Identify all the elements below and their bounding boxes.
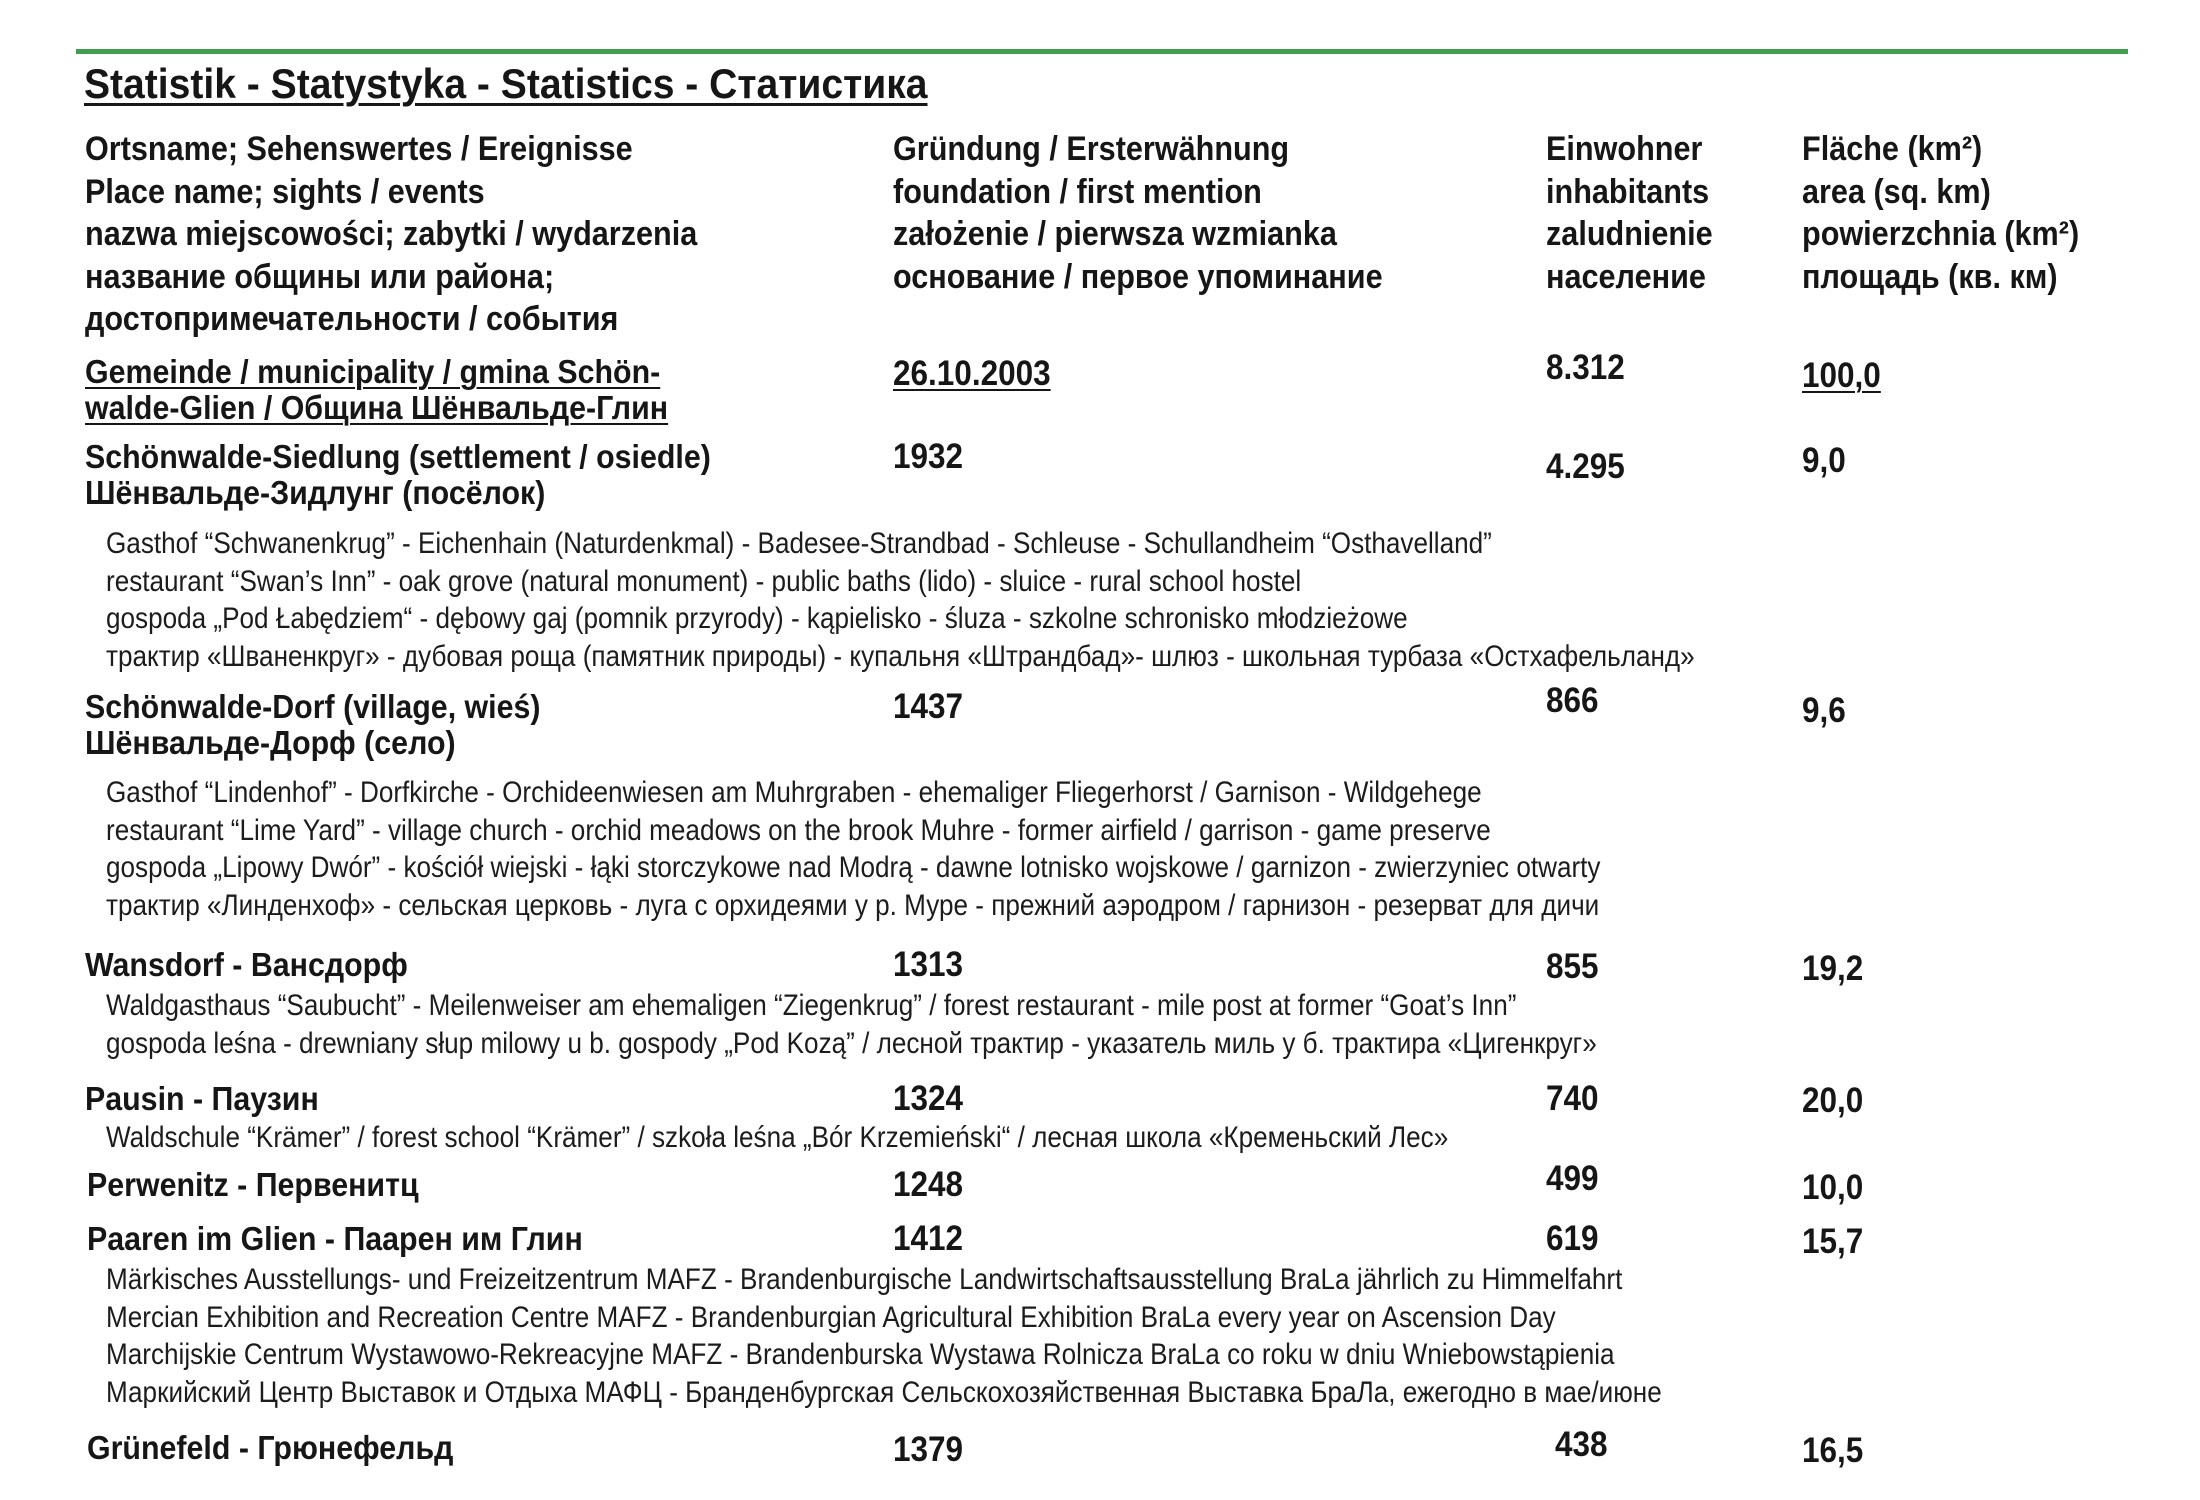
description-line-en: Mercian Exhibition and Recreation Centre MAFZ - Brandenburgian Agricultural Exhibition BraLa every year on Ascension Day xyxy=(106,1300,1556,1334)
place-name-line-1: Pausin - Паузин xyxy=(85,1080,319,1117)
place-inhabitants: 499 xyxy=(1546,1159,1599,1198)
place-name-line-1: Schönwalde-Siedlung (settlement / osiedle) xyxy=(85,438,711,475)
place-area: 16,5 xyxy=(1802,1431,1864,1470)
header-area-ru: площадь (кв. км) xyxy=(1802,257,2058,296)
place-inhabitants: 740 xyxy=(1546,1079,1599,1118)
header-place-ru-2: достопримечательности / события xyxy=(85,300,619,338)
place-name xyxy=(87,1167,419,1203)
place-name-line-2: Шёнвальде-Зидлунг (посёлок) xyxy=(85,474,546,511)
place-name xyxy=(87,1430,453,1466)
place-description xyxy=(106,774,1601,924)
place-area: 19,2 xyxy=(1802,949,1864,988)
place-founded: 1412 xyxy=(893,1219,964,1258)
municipality-founded: 26.10.2003 xyxy=(893,354,1051,393)
description-line-pl: Marchijskie Centrum Wystawowo-Rekreacyjne MAFZ - Brandenburska Wystawa Rolnicza BraLa co roku w dniu Wniebowstąpienia xyxy=(106,1338,1615,1371)
header-place-ru-1: название общины или района; xyxy=(85,257,555,296)
municipality-inhabitants: 8.312 xyxy=(1546,348,1625,387)
place-name-line-1: Paaren im Glien - Паарен им Глин xyxy=(87,1220,583,1257)
place-area: 9,0 xyxy=(1802,441,1846,480)
place-name xyxy=(85,947,408,983)
header-place-de: Ortsname; Sehenswertes / Ereignisse xyxy=(85,130,633,168)
description-line-en: restaurant “Swan’s Inn” - oak grove (natural monument) - public baths (lido) - sluice - rural school hostel xyxy=(106,564,1302,598)
place-founded: 1324 xyxy=(893,1079,964,1118)
place-inhabitants: 4.295 xyxy=(1546,447,1625,486)
description-line-pl-ru: gospoda leśna - drewniany słup milowy u b. gospody „Pod Kozą” / лесной трактир - указатель миль у б. трактира «Цигенкруг» xyxy=(106,1026,1597,1060)
description-line-en: restaurant “Lime Yard” - village church - orchid meadows on the brook Muhre - former airfield / garrison - game preserve xyxy=(106,813,1491,847)
place-area: 10,0 xyxy=(1802,1168,1864,1207)
municipality-area: 100,0 xyxy=(1802,356,1881,395)
place-area: 20,0 xyxy=(1802,1081,1864,1120)
header-area-en: area (sq. km) xyxy=(1802,172,1991,211)
place-name-line-2: Шёнвальде-Дорф (село) xyxy=(85,724,456,761)
place-founded: 1437 xyxy=(893,687,964,726)
header-founded-en: foundation / first mention xyxy=(893,172,1262,211)
description-line-de-en: Waldgasthaus “Saubucht” - Meilenweiser am ehemaligen “Ziegenkrug” / forest restaurant - mile post at former “Goat’s Inn” xyxy=(106,989,1517,1022)
place-description xyxy=(106,987,1597,1062)
place-inhabitants: 855 xyxy=(1546,947,1599,986)
header-place-pl: nazwa miejscowości; zabytki / wydarzenia xyxy=(85,215,698,253)
place-inhabitants: 438 xyxy=(1555,1425,1608,1464)
place-founded: 1379 xyxy=(893,1430,964,1469)
header-inhabitants xyxy=(1546,128,1713,298)
header-founded-de: Gründung / Ersterwähnung xyxy=(893,130,1290,168)
place-name xyxy=(85,439,711,511)
description-line-de: Gasthof “Lindenhof” - Dorfkirche - Orchideenwiesen am Muhrgraben - ehemaliger Fliegerhorst / Garnison - Wildgehege xyxy=(106,776,1482,809)
place-founded: 1313 xyxy=(893,945,964,984)
place-founded: 1932 xyxy=(893,437,964,476)
header-inhabitants-ru: население xyxy=(1546,257,1706,296)
place-inhabitants: 619 xyxy=(1546,1219,1599,1258)
header-area xyxy=(1802,128,2079,298)
municipality-name xyxy=(85,354,668,426)
place-description xyxy=(106,1119,1448,1157)
header-inhabitants-pl: zaludnienie xyxy=(1546,215,1713,253)
place-description xyxy=(106,525,1695,675)
place-area: 15,7 xyxy=(1802,1222,1864,1261)
green-header-rule xyxy=(76,49,2128,54)
header-founded xyxy=(893,128,1383,298)
header-area-de: Fläche (km²) xyxy=(1802,130,1983,168)
place-area: 9,6 xyxy=(1802,691,1846,730)
header-inhabitants-en: inhabitants xyxy=(1546,172,1710,211)
place-name-line-1: Wansdorf - Вансдорф xyxy=(85,946,408,983)
header-place-en: Place name; sights / events xyxy=(85,172,485,211)
place-inhabitants: 866 xyxy=(1546,681,1599,720)
description-line-pl: gospoda „Pod Łabędziem“ - dębowy gaj (pomnik przyrody) - kąpielisko - śluza - szkolne schronisko młodzieżowe xyxy=(106,602,1408,635)
place-name-line-1: Perwenitz - Первенитц xyxy=(87,1166,419,1203)
municipality-name-line-2: walde-Glien / Община Шёнвальде-Глин xyxy=(85,389,669,426)
place-name-line-1: Grünefeld - Грюнефельд xyxy=(87,1429,454,1466)
header-founded-ru: основание / первое упоминание xyxy=(893,257,1383,296)
description-line-ru: трактир «Шваненкруг» - дубовая роща (памятник природы) - купальня «Штрандбад»- шлюз - школьная турбаза «Остхафельланд» xyxy=(106,639,1695,673)
description-line-ru: трактир «Линденхоф» - сельская церковь - луга с орхидеями у р. Муре - прежний аэродром / гарнизон - резерват для дичи xyxy=(106,888,1600,922)
description-line: Waldschule “Krämer” / forest school “Krämer” / szkoła leśna „Bór Krzemieński“ / лесная школа «Кременьский Лес» xyxy=(106,1121,1449,1154)
place-description xyxy=(106,1261,1662,1411)
description-line-de: Gasthof “Schwanenkrug” - Eichenhain (Naturdenkmal) - Badesee-Strandbad - Schleuse - Schullandheim “Osthavelland” xyxy=(106,527,1492,560)
place-name xyxy=(87,1221,583,1257)
header-founded-pl: założenie / pierwsza wzmianka xyxy=(893,215,1337,253)
place-founded: 1248 xyxy=(893,1165,964,1204)
description-line-pl: gospoda „Lipowy Dwór” - kościół wiejski - łąki storczykowe nad Modrą - dawne lotnisko wojskowe / garnizon - zwierzyniec otwarty xyxy=(106,851,1601,884)
header-inhabitants-de: Einwohner xyxy=(1546,130,1703,168)
header-place xyxy=(85,128,697,341)
municipality-name-line-1: Gemeinde / municipality / gmina Schön- xyxy=(85,353,661,390)
header-area-pl: powierzchnia (km²) xyxy=(1802,215,2080,253)
place-name-line-1: Schönwalde-Dorf (village, wieś) xyxy=(85,688,541,725)
description-line-de: Märkisches Ausstellungs- und Freizeitzentrum MAFZ - Brandenburgische Landwirtschaftsausstellung BraLa jährlich zu Himmelfahrt xyxy=(106,1263,1623,1296)
place-name xyxy=(85,1081,319,1117)
page-title: Statistik - Statystyka - Statistics - Статистика xyxy=(84,60,928,107)
description-line-ru: Маркийский Центр Выставок и Отдыха МАФЦ - Бранденбургская Сельскохозяйственная Выставка БраЛа, ежегодно в мае/июне xyxy=(106,1375,1662,1409)
place-name xyxy=(85,689,541,761)
